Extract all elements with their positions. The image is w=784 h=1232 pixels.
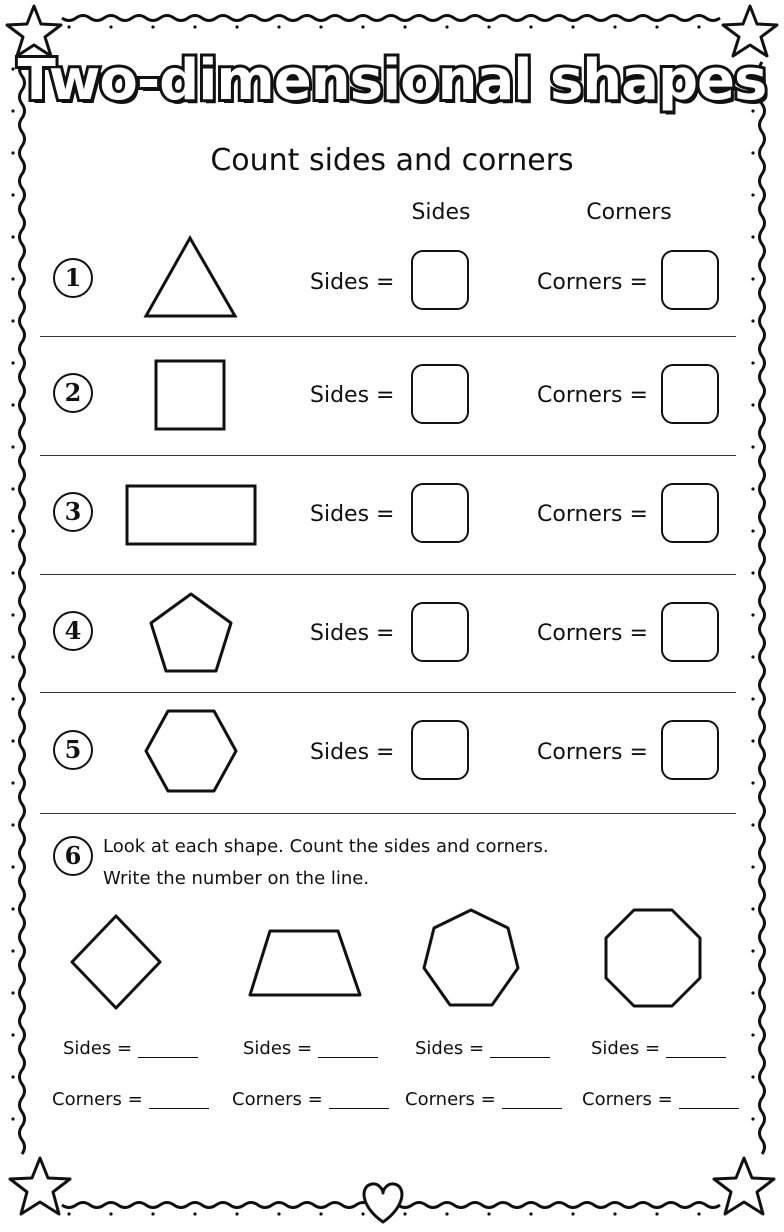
question-number: 4 [53, 611, 93, 651]
border-dot [613, 1212, 616, 1215]
border-dot [193, 1212, 196, 1215]
border-dot [613, 25, 616, 28]
corners-fill-blank [582, 1089, 739, 1110]
border-wave [760, 62, 765, 1154]
border-dot [751, 319, 754, 322]
question-number-6: 6 [53, 836, 93, 876]
rectangle-icon [123, 482, 259, 548]
answer-line[interactable] [318, 1057, 378, 1058]
border-dot [235, 25, 238, 28]
border-dot [751, 529, 754, 532]
answer-line[interactable] [666, 1057, 726, 1058]
border-dot [655, 1212, 658, 1215]
border-dot [751, 865, 754, 868]
square-icon [152, 357, 228, 433]
question-row-4 [40, 575, 736, 693]
border-dot [11, 319, 14, 322]
sides-answer-box[interactable] [411, 602, 469, 662]
border-dot [697, 1212, 700, 1215]
border-dot [445, 25, 448, 28]
corners-label: Corners = [537, 740, 648, 765]
border-dot [11, 991, 14, 994]
corners-label: Corners = [537, 383, 648, 408]
page-title: Two-dimensional shapes [17, 48, 767, 113]
border-dot [751, 697, 754, 700]
question-row-1 [40, 222, 736, 340]
border-dot [11, 193, 14, 196]
triangle-icon [140, 232, 240, 322]
border-dot [529, 25, 532, 28]
border-dot [11, 697, 14, 700]
sides-fill-blank [591, 1038, 726, 1059]
corners-fill-blank [405, 1089, 562, 1110]
border-dot [11, 403, 14, 406]
border-dot [151, 1212, 154, 1215]
border-dot [11, 445, 14, 448]
border-dot [11, 361, 14, 364]
border-dot [751, 991, 754, 994]
trapezoid-icon [246, 927, 366, 999]
question-row-3 [40, 456, 736, 574]
border-dot [11, 487, 14, 490]
corners-answer-box[interactable] [661, 364, 719, 424]
border-dot [487, 25, 490, 28]
sides-label: Sides = [415, 1038, 485, 1059]
border-dot [11, 277, 14, 280]
question-number: 3 [53, 492, 93, 532]
border-dot [751, 781, 754, 784]
border-dot [11, 613, 14, 616]
sides-label: Sides = [310, 621, 395, 646]
corners-label: Corners = [52, 1089, 143, 1110]
corners-label: Corners = [537, 502, 648, 527]
octagon-icon [602, 906, 704, 1012]
sides-label: Sides = [310, 270, 395, 295]
border-dot [151, 25, 154, 28]
border-dot [751, 907, 754, 910]
sides-label: Sides = [310, 502, 395, 527]
sides-fill-blank [243, 1038, 378, 1059]
rhombus-icon [68, 912, 164, 1012]
corners-label: Corners = [582, 1089, 673, 1110]
answer-line[interactable] [138, 1057, 198, 1058]
border-dot [11, 1075, 14, 1078]
border-dot [751, 403, 754, 406]
corners-answer-box[interactable] [661, 720, 719, 780]
question-row-2 [40, 337, 736, 455]
row-divider [40, 813, 736, 814]
border-dot [445, 1212, 448, 1215]
border-dot [751, 193, 754, 196]
border-dot [487, 1212, 490, 1215]
border-dot [751, 445, 754, 448]
border-dot [11, 571, 14, 574]
border-dot [11, 949, 14, 952]
instruction-line-2: Write the number on the line. [103, 868, 370, 889]
border-dot [11, 235, 14, 238]
corners-answer-box[interactable] [661, 602, 719, 662]
pentagon-icon [146, 589, 236, 677]
answer-line[interactable] [679, 1108, 739, 1109]
border-dot [571, 25, 574, 28]
star-icon [714, 1158, 774, 1214]
border-dot [751, 949, 754, 952]
border-dot [751, 739, 754, 742]
answer-line[interactable] [149, 1108, 209, 1109]
answer-line[interactable] [502, 1108, 562, 1109]
border-dot [67, 25, 70, 28]
border-dot [11, 781, 14, 784]
border-dot [751, 487, 754, 490]
corners-label: Corners = [537, 621, 648, 646]
border-wave [62, 16, 720, 21]
border-dot [361, 25, 364, 28]
sides-answer-box[interactable] [411, 364, 469, 424]
corners-fill-blank [232, 1089, 389, 1110]
border-dot [655, 25, 658, 28]
corners-fill-blank [52, 1089, 209, 1110]
corners-label: Corners = [405, 1089, 496, 1110]
answer-line[interactable] [329, 1108, 389, 1109]
corners-label: Corners = [537, 270, 648, 295]
hexagon-icon [142, 706, 240, 796]
border-dot [751, 571, 754, 574]
border-dot [751, 361, 754, 364]
corners-answer-box[interactable] [661, 483, 719, 543]
sides-fill-blank [63, 1038, 198, 1059]
heptagon-icon [420, 906, 522, 1010]
border-dot [11, 907, 14, 910]
column-header-sides: Sides [411, 200, 471, 225]
sides-label: Sides = [63, 1038, 133, 1059]
border-dot [403, 1212, 406, 1215]
page-subtitle: Count sides and corners [210, 143, 574, 178]
question-row-5 [40, 694, 736, 812]
heart-icon [364, 1184, 402, 1222]
sides-answer-box[interactable] [411, 720, 469, 780]
border-dot [277, 1212, 280, 1215]
border-dot [361, 1212, 364, 1215]
instruction-line-1: Look at each shape. Count the sides and corners. [103, 836, 549, 857]
sides-answer-box[interactable] [411, 250, 469, 310]
sides-label: Sides = [243, 1038, 313, 1059]
border-dot [11, 823, 14, 826]
sides-label: Sides = [591, 1038, 661, 1059]
sides-label: Sides = [310, 383, 395, 408]
border-dot [235, 1212, 238, 1215]
border-dot [751, 655, 754, 658]
sides-answer-box[interactable] [411, 483, 469, 543]
border-dot [751, 1075, 754, 1078]
border-dot [109, 1212, 112, 1215]
answer-line[interactable] [490, 1057, 550, 1058]
border-dot [319, 1212, 322, 1215]
star-icon [10, 1158, 70, 1214]
column-header-corners: Corners [586, 200, 672, 225]
border-dot [751, 823, 754, 826]
border-dot [109, 25, 112, 28]
border-dot [529, 1212, 532, 1215]
corners-label: Corners = [232, 1089, 323, 1110]
border-dot [751, 277, 754, 280]
border-dot [751, 235, 754, 238]
border-wave [20, 62, 25, 1154]
border-dot [319, 25, 322, 28]
border-dot [11, 1033, 14, 1036]
border-dot [193, 25, 196, 28]
border-dot [697, 25, 700, 28]
border-dot [11, 739, 14, 742]
sides-label: Sides = [310, 740, 395, 765]
border-dot [11, 655, 14, 658]
corners-answer-box[interactable] [661, 250, 719, 310]
border-dot [571, 1212, 574, 1215]
border-dot [277, 25, 280, 28]
border-dot [11, 865, 14, 868]
border-dot [751, 1033, 754, 1036]
border-dot [403, 25, 406, 28]
border-dot [751, 613, 754, 616]
border-dot [11, 1117, 14, 1120]
border-dot [751, 1117, 754, 1120]
sides-fill-blank [415, 1038, 550, 1059]
border-dot [11, 529, 14, 532]
question-number: 2 [53, 373, 93, 413]
question-number: 5 [53, 730, 93, 770]
border-dot [67, 1212, 70, 1215]
question-number: 1 [53, 258, 93, 298]
row-divider [40, 692, 736, 693]
